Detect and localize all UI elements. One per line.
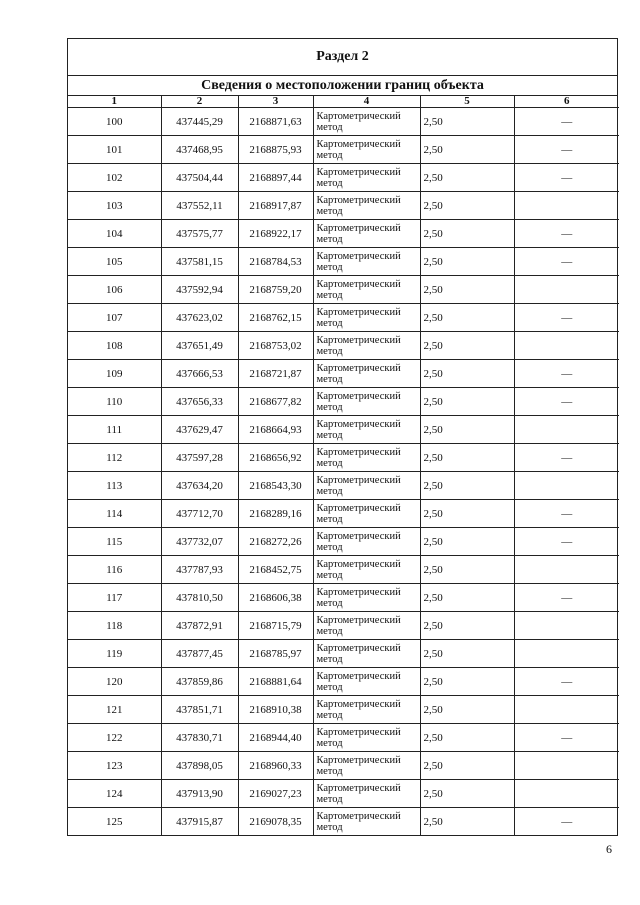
x-coordinate: 437651,49: [161, 332, 238, 360]
accuracy-cell: 2,50: [420, 416, 514, 444]
description-cell: [514, 472, 619, 500]
document-sheet: [67, 38, 618, 836]
accuracy-cell: 2,50: [420, 780, 514, 808]
table-row: [68, 472, 619, 500]
description-cell: —: [514, 528, 619, 556]
table-row: [68, 304, 619, 332]
y-coordinate: 2168664,93: [238, 416, 313, 444]
description-cell: —: [514, 108, 619, 136]
description-cell: [514, 556, 619, 584]
accuracy-cell: 2,50: [420, 500, 514, 528]
method-cell: Картометрический метод: [313, 584, 420, 612]
table-row: [68, 220, 619, 248]
x-coordinate: 437810,50: [161, 584, 238, 612]
point-number: 104: [68, 220, 161, 248]
x-coordinate: 437859,86: [161, 668, 238, 696]
method-cell: Картометрический метод: [313, 724, 420, 752]
table-row: [68, 696, 619, 724]
x-coordinate: 437597,28: [161, 444, 238, 472]
description-cell: —: [514, 808, 619, 836]
method-cell: Картометрический метод: [313, 416, 420, 444]
point-number: 124: [68, 780, 161, 808]
y-coordinate: 2168922,17: [238, 220, 313, 248]
x-coordinate: 437898,05: [161, 752, 238, 780]
y-coordinate: 2168785,97: [238, 640, 313, 668]
y-coordinate: 2168897,44: [238, 164, 313, 192]
method-cell: Картометрический метод: [313, 500, 420, 528]
accuracy-cell: 2,50: [420, 640, 514, 668]
accuracy-cell: 2,50: [420, 696, 514, 724]
x-coordinate: 437504,44: [161, 164, 238, 192]
method-cell: Картометрический метод: [313, 528, 420, 556]
accuracy-cell: 2,50: [420, 724, 514, 752]
table-row: [68, 192, 619, 220]
table-row: [68, 612, 619, 640]
column-header: 1: [68, 96, 161, 108]
method-cell: Картометрический метод: [313, 164, 420, 192]
x-coordinate: 437872,91: [161, 612, 238, 640]
table-row: [68, 276, 619, 304]
point-number: 109: [68, 360, 161, 388]
description-cell: —: [514, 360, 619, 388]
description-cell: [514, 752, 619, 780]
accuracy-cell: 2,50: [420, 192, 514, 220]
column-header: 2: [161, 96, 238, 108]
point-number: 117: [68, 584, 161, 612]
accuracy-cell: 2,50: [420, 612, 514, 640]
accuracy-cell: 2,50: [420, 108, 514, 136]
accuracy-cell: 2,50: [420, 304, 514, 332]
x-coordinate: 437468,95: [161, 136, 238, 164]
method-cell: Картометрический метод: [313, 780, 420, 808]
table-row: [68, 360, 619, 388]
y-coordinate: 2168289,16: [238, 500, 313, 528]
point-number: 113: [68, 472, 161, 500]
x-coordinate: 437656,33: [161, 388, 238, 416]
x-coordinate: 437575,77: [161, 220, 238, 248]
y-coordinate: 2168762,15: [238, 304, 313, 332]
point-number: 106: [68, 276, 161, 304]
point-number: 120: [68, 668, 161, 696]
y-coordinate: 2168881,64: [238, 668, 313, 696]
description-cell: —: [514, 584, 619, 612]
description-cell: —: [514, 724, 619, 752]
method-cell: Картометрический метод: [313, 332, 420, 360]
description-cell: [514, 696, 619, 724]
method-cell: Картометрический метод: [313, 640, 420, 668]
method-cell: Картометрический метод: [313, 108, 420, 136]
table-row: [68, 500, 619, 528]
point-number: 110: [68, 388, 161, 416]
table-row: [68, 108, 619, 136]
x-coordinate: 437623,02: [161, 304, 238, 332]
method-cell: Картометрический метод: [313, 276, 420, 304]
table-row: [68, 556, 619, 584]
x-coordinate: 437877,45: [161, 640, 238, 668]
table-row: [68, 136, 619, 164]
table-row: [68, 164, 619, 192]
y-coordinate: 2168910,38: [238, 696, 313, 724]
y-coordinate: 2168543,30: [238, 472, 313, 500]
point-number: 100: [68, 108, 161, 136]
description-cell: [514, 416, 619, 444]
method-cell: Картометрический метод: [313, 444, 420, 472]
accuracy-cell: 2,50: [420, 248, 514, 276]
description-cell: —: [514, 444, 619, 472]
table-title: Сведения о местоположении границ объекта: [68, 76, 617, 96]
description-cell: —: [514, 668, 619, 696]
point-number: 118: [68, 612, 161, 640]
y-coordinate: 2168871,63: [238, 108, 313, 136]
x-coordinate: 437915,87: [161, 808, 238, 836]
column-header: 4: [313, 96, 420, 108]
table-row: [68, 528, 619, 556]
description-cell: —: [514, 164, 619, 192]
x-coordinate: 437830,71: [161, 724, 238, 752]
point-number: 103: [68, 192, 161, 220]
table-row: [68, 444, 619, 472]
description-cell: [514, 192, 619, 220]
accuracy-cell: 2,50: [420, 164, 514, 192]
accuracy-cell: 2,50: [420, 220, 514, 248]
boundary-table: [68, 96, 619, 835]
y-coordinate: 2168272,26: [238, 528, 313, 556]
y-coordinate: 2168606,38: [238, 584, 313, 612]
y-coordinate: 2168875,93: [238, 136, 313, 164]
method-cell: Картометрический метод: [313, 612, 420, 640]
description-cell: [514, 332, 619, 360]
point-number: 107: [68, 304, 161, 332]
method-cell: Картометрический метод: [313, 388, 420, 416]
method-cell: Картометрический метод: [313, 556, 420, 584]
method-cell: Картометрический метод: [313, 304, 420, 332]
x-coordinate: 437445,29: [161, 108, 238, 136]
x-coordinate: 437913,90: [161, 780, 238, 808]
accuracy-cell: 2,50: [420, 584, 514, 612]
y-coordinate: 2168784,53: [238, 248, 313, 276]
y-coordinate: 2168960,33: [238, 752, 313, 780]
column-header: 6: [514, 96, 619, 108]
point-number: 111: [68, 416, 161, 444]
accuracy-cell: 2,50: [420, 276, 514, 304]
description-cell: —: [514, 248, 619, 276]
point-number: 116: [68, 556, 161, 584]
method-cell: Картометрический метод: [313, 808, 420, 836]
y-coordinate: 2168452,75: [238, 556, 313, 584]
method-cell: Картометрический метод: [313, 360, 420, 388]
x-coordinate: 437787,93: [161, 556, 238, 584]
header-row: [68, 96, 619, 108]
table-row: [68, 640, 619, 668]
table-row: [68, 416, 619, 444]
table-row: [68, 752, 619, 780]
method-cell: Картометрический метод: [313, 192, 420, 220]
x-coordinate: 437629,47: [161, 416, 238, 444]
y-coordinate: 2168753,02: [238, 332, 313, 360]
accuracy-cell: 2,50: [420, 472, 514, 500]
column-header: 3: [238, 96, 313, 108]
y-coordinate: 2168759,20: [238, 276, 313, 304]
point-number: 121: [68, 696, 161, 724]
point-number: 125: [68, 808, 161, 836]
description-cell: —: [514, 500, 619, 528]
table-row: [68, 584, 619, 612]
y-coordinate: 2169078,35: [238, 808, 313, 836]
accuracy-cell: 2,50: [420, 332, 514, 360]
x-coordinate: 437581,15: [161, 248, 238, 276]
description-cell: —: [514, 388, 619, 416]
point-number: 101: [68, 136, 161, 164]
x-coordinate: 437666,53: [161, 360, 238, 388]
x-coordinate: 437552,11: [161, 192, 238, 220]
y-coordinate: 2168944,40: [238, 724, 313, 752]
page-number: 6: [606, 842, 612, 856]
point-number: 108: [68, 332, 161, 360]
method-cell: Картометрический метод: [313, 220, 420, 248]
method-cell: Картометрический метод: [313, 752, 420, 780]
method-cell: Картометрический метод: [313, 472, 420, 500]
description-cell: [514, 276, 619, 304]
y-coordinate: 2168715,79: [238, 612, 313, 640]
description-cell: —: [514, 220, 619, 248]
accuracy-cell: 2,50: [420, 808, 514, 836]
x-coordinate: 437712,70: [161, 500, 238, 528]
point-number: 102: [68, 164, 161, 192]
table-row: [68, 248, 619, 276]
description-cell: [514, 612, 619, 640]
point-number: 122: [68, 724, 161, 752]
method-cell: Картометрический метод: [313, 696, 420, 724]
y-coordinate: 2168677,82: [238, 388, 313, 416]
accuracy-cell: 2,50: [420, 136, 514, 164]
x-coordinate: 437732,07: [161, 528, 238, 556]
table-row: [68, 668, 619, 696]
point-number: 119: [68, 640, 161, 668]
accuracy-cell: 2,50: [420, 752, 514, 780]
table-row: [68, 332, 619, 360]
point-number: 112: [68, 444, 161, 472]
description-cell: [514, 780, 619, 808]
table-row: [68, 724, 619, 752]
description-cell: [514, 640, 619, 668]
accuracy-cell: 2,50: [420, 360, 514, 388]
accuracy-cell: 2,50: [420, 444, 514, 472]
accuracy-cell: 2,50: [420, 556, 514, 584]
y-coordinate: 2168656,92: [238, 444, 313, 472]
point-number: 115: [68, 528, 161, 556]
description-cell: —: [514, 304, 619, 332]
accuracy-cell: 2,50: [420, 528, 514, 556]
x-coordinate: 437851,71: [161, 696, 238, 724]
description-cell: —: [514, 136, 619, 164]
table-body: [68, 108, 619, 836]
column-header: 5: [420, 96, 514, 108]
point-number: 105: [68, 248, 161, 276]
accuracy-cell: 2,50: [420, 388, 514, 416]
y-coordinate: 2168917,87: [238, 192, 313, 220]
x-coordinate: 437634,20: [161, 472, 238, 500]
point-number: 114: [68, 500, 161, 528]
method-cell: Картометрический метод: [313, 668, 420, 696]
point-number: 123: [68, 752, 161, 780]
table-row: [68, 780, 619, 808]
method-cell: Картометрический метод: [313, 248, 420, 276]
section-title: Раздел 2: [68, 39, 617, 76]
method-cell: Картометрический метод: [313, 136, 420, 164]
table-row: [68, 808, 619, 836]
y-coordinate: 2168721,87: [238, 360, 313, 388]
table-row: [68, 388, 619, 416]
x-coordinate: 437592,94: [161, 276, 238, 304]
y-coordinate: 2169027,23: [238, 780, 313, 808]
accuracy-cell: 2,50: [420, 668, 514, 696]
